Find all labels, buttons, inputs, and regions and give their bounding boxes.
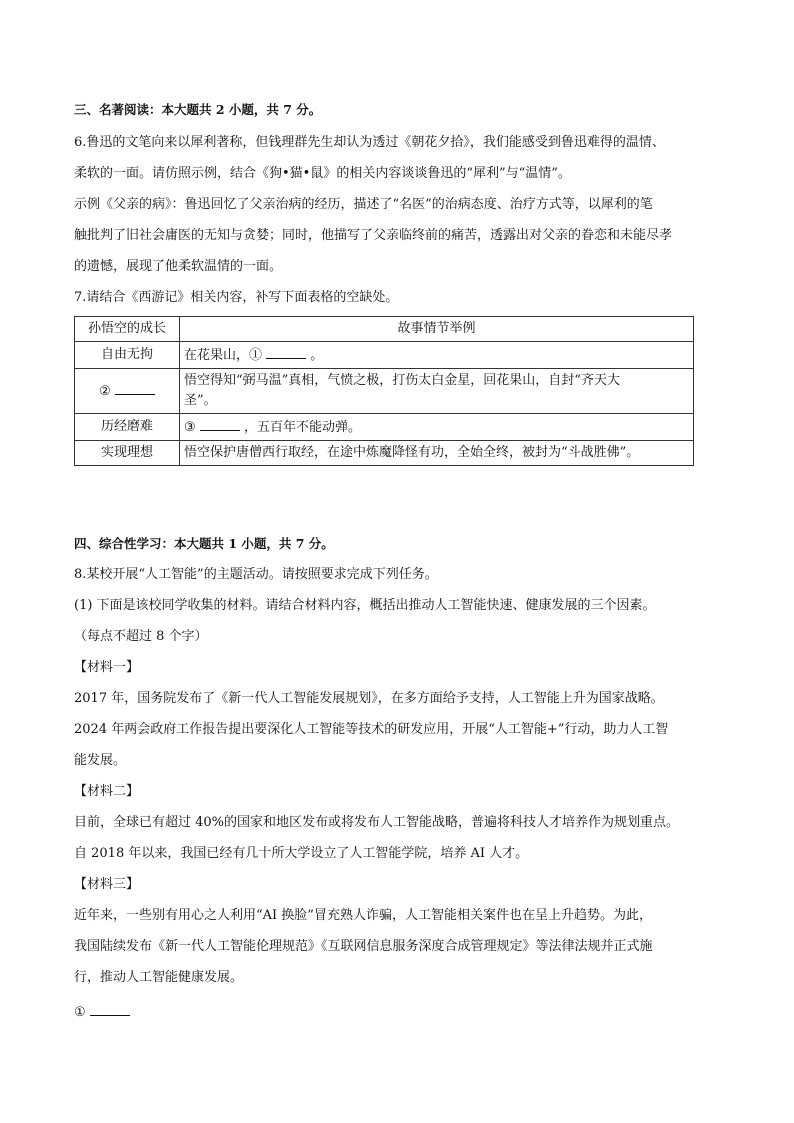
answer-prefix: ① xyxy=(74,1005,86,1020)
q8-intro: 8.某校开展“人工智能”的主题活动。请按照要求完成下列任务。 xyxy=(74,567,438,582)
table-cell-detail xyxy=(180,342,694,369)
detail-suffix: ，五百年不能动弹。 xyxy=(243,420,361,435)
table-cell-detail xyxy=(180,414,694,441)
material-3-line-3: 行，推动人工智能健康发展。 xyxy=(74,970,244,985)
table-row xyxy=(75,342,694,369)
stage-prefix: ② xyxy=(99,384,111,399)
table-row xyxy=(75,414,694,441)
material-2-line-1: 目前，全球已有超过 40%的国家和地区发布或将发布人工智能战略，普遍将科技人才培养作为规划重点。 xyxy=(74,815,680,830)
table-cell-detail: 悟空保护唐僧西行取经，在途中炼魔降怪有功，全始全终，被封为“斗战胜佛”。 xyxy=(180,441,694,466)
material-3-title: 【材料三】 xyxy=(74,877,140,892)
answer-blank-material[interactable] xyxy=(90,1001,130,1016)
table-cell-detail xyxy=(180,369,694,414)
material-1-line-3: 能发展。 xyxy=(74,753,127,768)
q6-line-2: 柔软的一面。请仿照示例，结合《狗•猫•鼠》的相关内容谈谈鲁迅的“犀利”与“温情”。 xyxy=(74,166,571,181)
table-header-story: 故事情节举例 xyxy=(180,317,694,342)
table-header-growth: 孙悟空的成长 xyxy=(75,317,180,342)
table-header-row xyxy=(75,317,694,342)
table-cell-stage: 实现理想 xyxy=(75,441,180,466)
q6-line-1: 6.鲁迅的文笔向来以犀利著称，但钱理群先生却认为透过《朝花夕拾》，我们能感受到鲁迅难得的温情、 xyxy=(74,135,665,150)
table-row xyxy=(75,441,694,466)
detail-line-2: 圣”。 xyxy=(184,393,217,408)
material-3-line-2: 我国陆续发布《新一代人工智能伦理规范》《互联网信息服务深度合成管理规定》等法律法规并正式施 xyxy=(74,939,653,954)
material-1-title: 【材料一】 xyxy=(74,660,140,675)
q6-line-5: 的遗憾，展现了他柔软温情的一面。 xyxy=(74,259,283,274)
answer-blank-2[interactable] xyxy=(115,380,155,395)
q6-line-3: 示例《父亲的病》：鲁迅回忆了父亲治病的经历，描述了“名医”的治病态度、治疗方式等，以犀利的笔 xyxy=(74,197,653,212)
detail-prefix: ③ xyxy=(184,420,196,435)
material-2-title: 【材料二】 xyxy=(74,784,140,799)
material-3-line-1: 近年来，一些别有用心之人利用“AI 换脸”冒充熟人诈骗，人工智能相关案件也在呈上升趋势。为此， xyxy=(74,908,652,923)
material-1-line-1: 2017 年，国务院发布了《新一代人工智能发展规划》，在多方面给予支持，人工智能上升为国家战略。 xyxy=(74,691,664,706)
table-cell-stage: 历经磨难 xyxy=(75,414,180,441)
answer-blank-3[interactable] xyxy=(200,416,240,431)
detail-line-1: 悟空得知“弼马温”真相，气愤之极，打伤太白金星，回花果山，自封“齐天大 xyxy=(184,373,620,388)
q7-prompt: 7.请结合《西游记》相关内容，补写下面表格的空缺处。 xyxy=(74,290,399,305)
q8-task-1: (1) 下面是该校同学收集的材料。请结合材料内容，概括出推动人工智能快速、健康发展的三个因素。 xyxy=(74,598,656,613)
table-cell-stage xyxy=(75,369,180,414)
table-row xyxy=(75,369,694,414)
answer-line-1 xyxy=(74,1001,130,1022)
wukong-growth-table xyxy=(74,316,694,466)
answer-blank-1[interactable] xyxy=(266,344,306,359)
detail-suffix: 。 xyxy=(310,348,324,363)
section-4-heading: 四、综合性学习：本大题共 1 小题，共 7 分。 xyxy=(74,536,334,551)
q8-task-1-note: （每点不超过 8 个字） xyxy=(74,629,208,644)
section-3-heading: 三、名著阅读：本大题共 2 小题，共 7 分。 xyxy=(74,102,322,117)
material-1-line-2: 2024 年两会政府工作报告提出要深化人工智能等技术的研发应用，开展“人工智能+”行动，助力人工智 xyxy=(74,722,669,737)
material-2-line-2: 自 2018 年以来，我国已经有几十所大学设立了人工智能学院，培养 AI 人才。 xyxy=(74,846,529,861)
table-cell-stage: 自由无拘 xyxy=(75,342,180,369)
detail-prefix: 在花果山，① xyxy=(184,348,263,363)
q6-line-4: 触批判了旧社会庸医的无知与贪婪；同时，他描写了父亲临终前的痛苦，透露出对父亲的眷恋和未能尽孝 xyxy=(74,228,673,243)
